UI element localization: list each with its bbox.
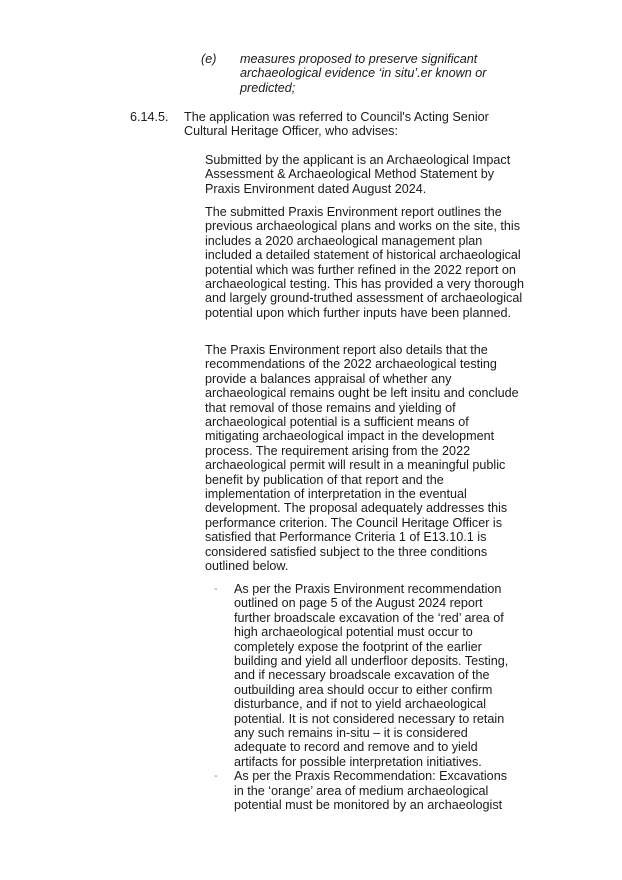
quote-paragraph-2: The submitted Praxis Environment report outlines the previous archaeological plans and works on the site, this includes a 2020 archaeological management plan included a detailed statement of historical archaeological potential which was further refined in the 2022 report on archaeological testing. This has provided a very thorough and largely ground-truthed assessment of archaeological potential upon which further inputs have been planned. xyxy=(205,205,525,320)
item-text: measures proposed to preserve significant archaeological evidence ‘in situ’.er known or predicted; xyxy=(240,52,487,95)
section-number: 6.14.5. xyxy=(130,110,169,124)
list-item xyxy=(214,769,514,812)
list-item xyxy=(214,582,514,769)
section-text: The application was referred to Council's Acting Senior Cultural Heritage Officer, who advises: xyxy=(184,110,489,139)
item-marker: (e) xyxy=(201,52,217,66)
conditions-list xyxy=(214,582,514,813)
bullet-dash: - xyxy=(214,770,218,783)
bullet-text: As per the Praxis Recommendation: Excavations in the ‘orange’ area of medium archaeological potential must be monitored by an archaeologist xyxy=(234,769,507,813)
quote-paragraph-1: Submitted by the applicant is an Archaeological Impact Assessment & Archaeological Method Statement by Praxis Environment dated August 2024. xyxy=(205,153,511,196)
bullet-text: As per the Praxis Environment recommendation outlined on page 5 of the August 2024 report further broadscale excavation of the ‘red’ area of high archaeological potential must occur to completely expose the footprint of the earlier building and yield all underfloor deposits. Testing, and if necessary broadscale excavation of the outbuilding area should occur to either confirm disturbance, and if not to yield archaeological potential. It is not considered necessary to retain any such remains in-situ – it is considered adequate to record and remove and to yield artifacts for possible interpretation initiatives. xyxy=(234,582,509,769)
quote-paragraph-3: The Praxis Environment report also details that the recommendations of the 2022 archaeological testing provide a balances appraisal of whether any archaeological remains ought be left insitu and conclude that removal of those remains and yielding of archaeological potential is a sufficient means of mitigating archaeological impact in the development process. The requirement arising from the 2022 archaeological permit will result in a meaningful public benefit by publication of that report and the implementation of interpretation in the eventual development. The proposal adequately addresses this performance criterion. The Council Heritage Officer is satisfied that Performance Criteria 1 of E13.10.1 is considered satisfied subject to the three conditions outlined below. xyxy=(205,343,519,574)
bullet-dash: - xyxy=(214,583,218,595)
